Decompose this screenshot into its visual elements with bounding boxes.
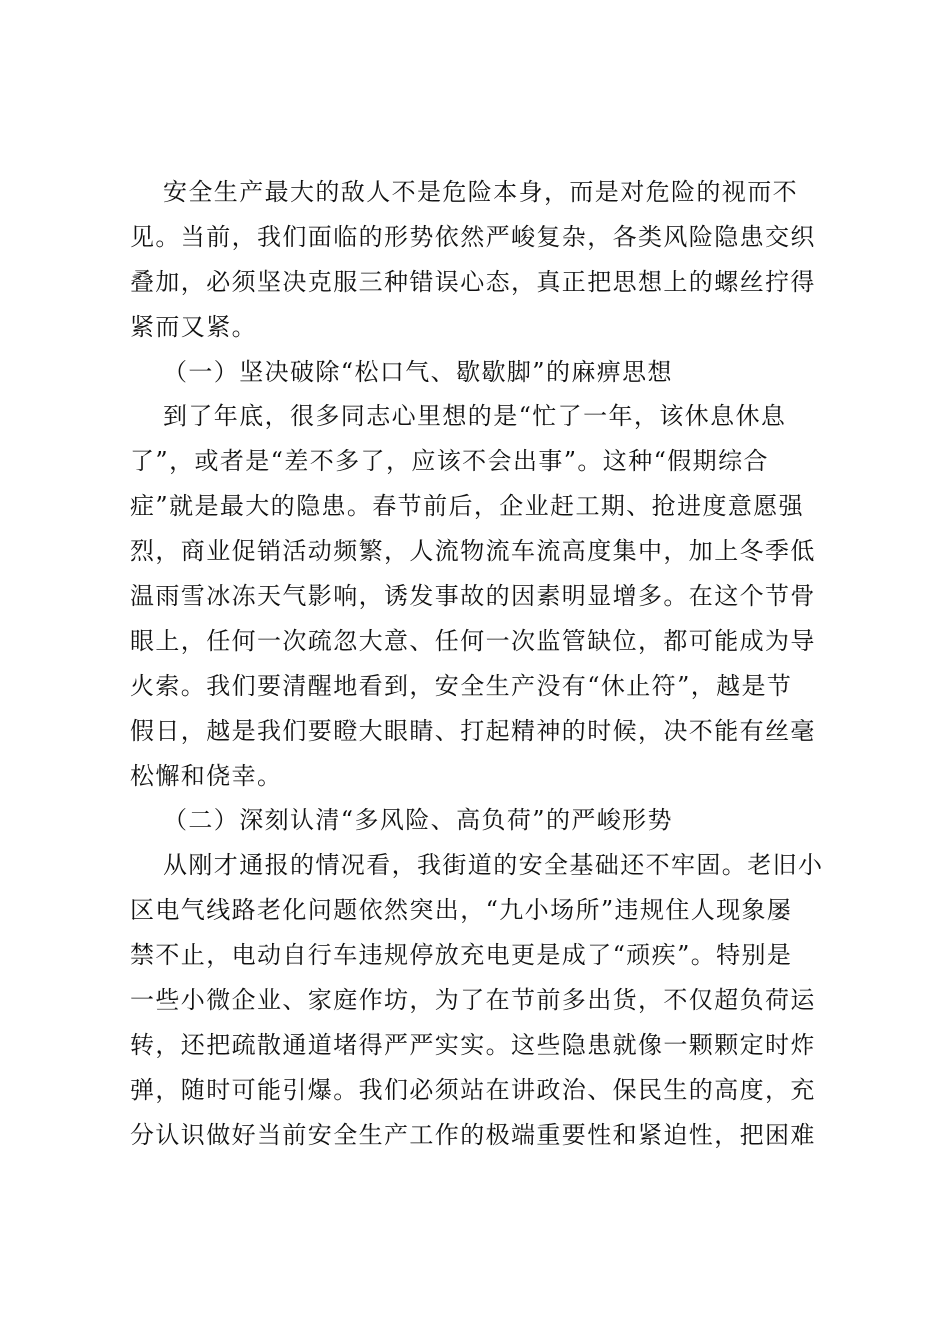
- text-line: 从刚才通报的情况看，我街道的安全基础还不牢固。老旧小: [163, 851, 824, 880]
- section-heading: [130, 798, 830, 843]
- document-body: [130, 170, 830, 1158]
- text-line: 到了年底，很多同志心里想的是“忙了一年，该休息休息: [163, 402, 787, 431]
- text-line: 分认识做好当前安全生产工作的极端重要性和紧迫性，把困难: [130, 1120, 816, 1149]
- text-line: 烈，商业促销活动频繁，人流物流车流高度集中，加上冬季低: [130, 537, 816, 566]
- text-line: 温雨雪冰冻天气影响，诱发事故的因素明显增多。在这个节骨: [130, 582, 816, 611]
- section-heading: [130, 350, 830, 395]
- text-line: 火索。我们要清醒地看到，安全生产没有“休止符”，越是节: [130, 671, 793, 700]
- text-line: 眼上，任何一次疏忽大意、任何一次监管缺位，都可能成为导: [130, 626, 816, 655]
- text-line: 假日，越是我们要瞪大眼睛、打起精神的时候，决不能有丝毫: [130, 716, 816, 745]
- text-line: （一）坚决破除“松口气、歇歇脚”的麻痹思想: [163, 357, 673, 386]
- text-line: 禁不止，电动自行车违规停放充电更是成了“顽疾”。特别是: [130, 941, 793, 970]
- text-line: （二）深刻认清“多风险、高负荷”的严峻形势: [163, 806, 673, 835]
- text-line: 了”，或者是“差不多了，应该不会出事”。这种“假期综合: [130, 447, 769, 476]
- text-line: 一些小微企业、家庭作坊，为了在节前多出货，不仅超负荷运: [130, 986, 816, 1015]
- text-line: 安全生产最大的敌人不是危险本身，而是对危险的视而不: [163, 178, 798, 206]
- text-line: 弹，随时可能引爆。我们必须站在讲政治、保民生的高度，充: [130, 1075, 816, 1104]
- paragraph: [130, 394, 830, 798]
- text-line: 松懈和侥幸。: [130, 761, 283, 790]
- paragraph: [130, 170, 830, 350]
- text-line: 叠加，必须坚决克服三种错误心态，真正把思想上的螺丝拧得: [130, 267, 816, 296]
- text-line: 转，还把疏散通道堵得严严实实。这些隐患就像一颗颗定时炸: [130, 1030, 816, 1059]
- text-line: 区电气线路老化问题依然突出，“九小场所”违规住人现象屡: [130, 896, 793, 925]
- text-line: 紧而又紧。: [130, 312, 257, 341]
- text-line: 见。当前，我们面临的形势依然严峻复杂，各类风险隐患交织: [130, 222, 816, 251]
- paragraph: [130, 843, 830, 1157]
- text-line: 症”就是最大的隐患。春节前后，企业赶工期、抢进度意愿强: [130, 492, 805, 521]
